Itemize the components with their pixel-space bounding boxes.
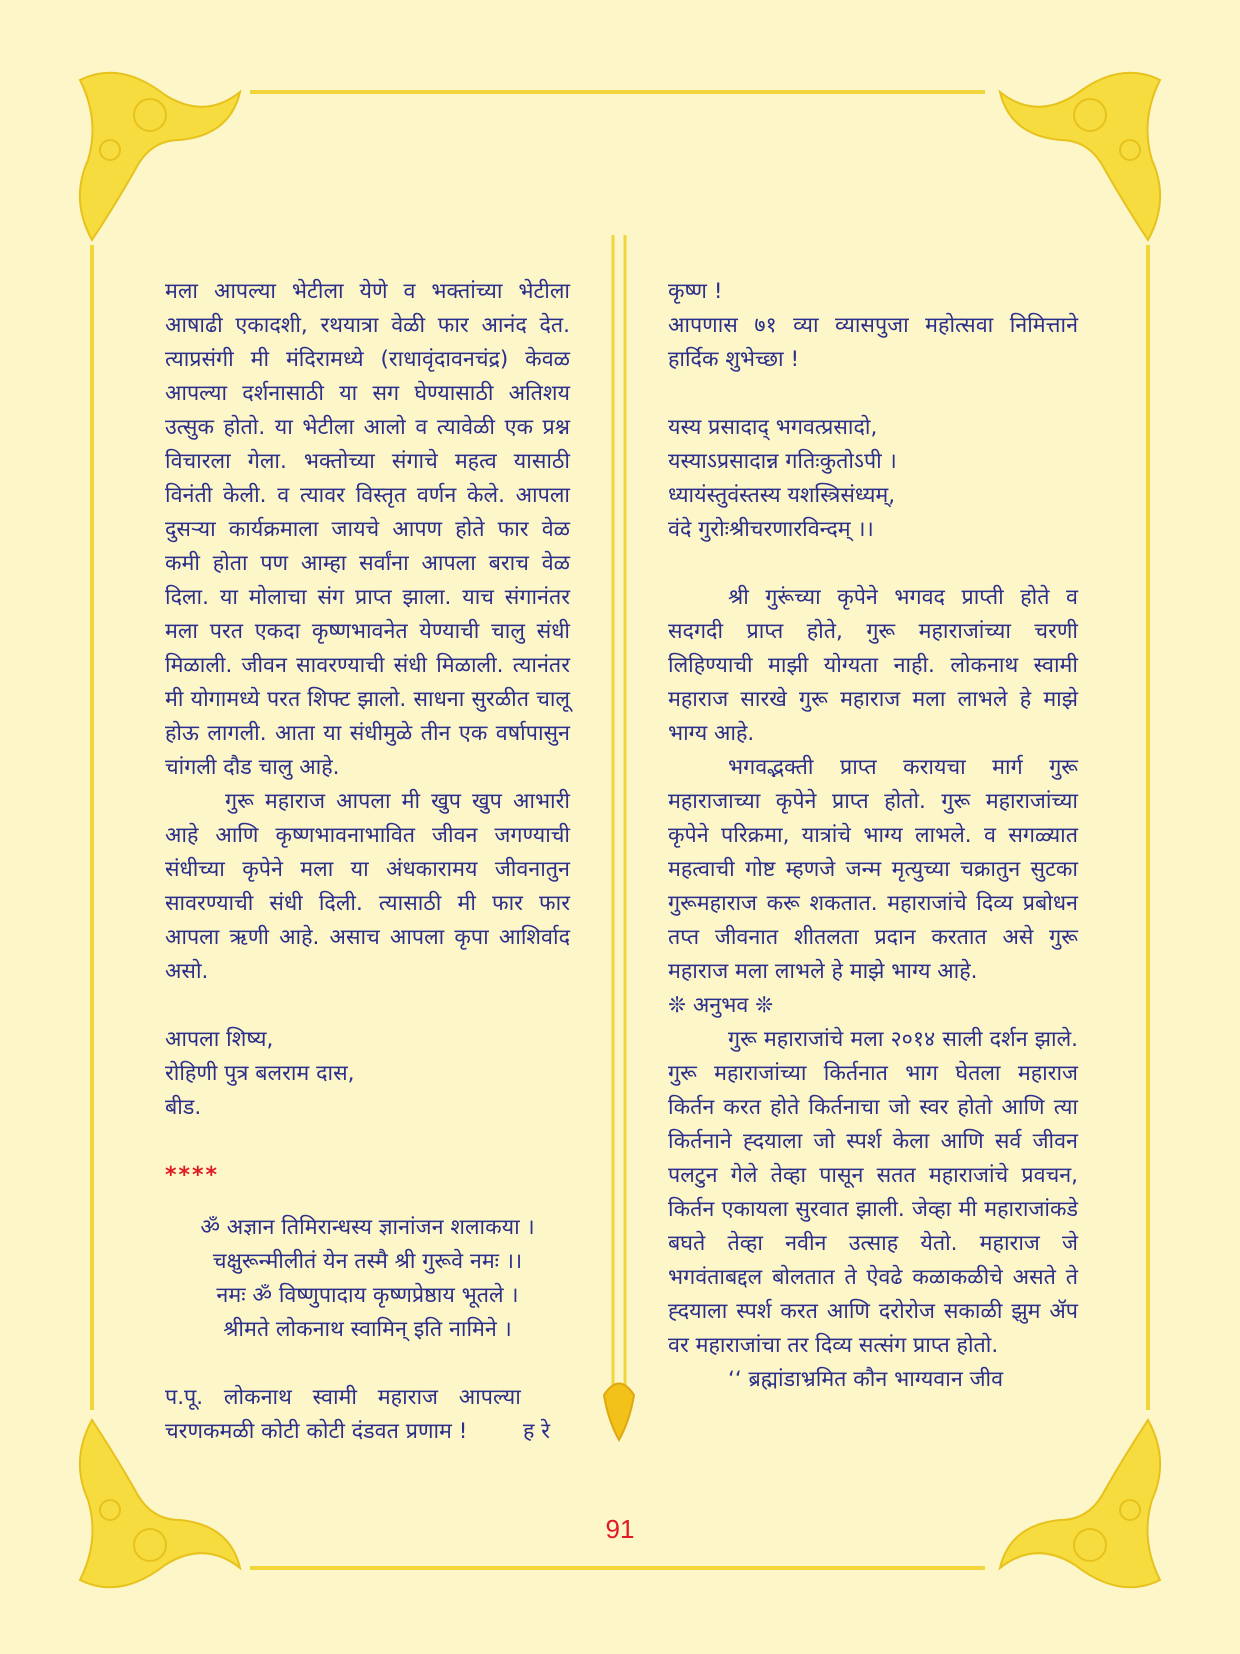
shloka-line-4: श्रीमते लोकनाथ स्वामिन् इति नामिने ।: [223, 1317, 512, 1342]
right-line-1: कृष्ण !: [668, 279, 723, 304]
right-paragraph-1: श्री गुरूंच्या कृपेने भगवद प्राप्ती होते व सदगदी प्राप्त होते, गुरू महाराजांच्या चरणी लिहिण्याची माझी योग्यता नाही. लोकनाथ स्वामी महाराज सारखे गुरू महाराज मला लाभले हे माझे भाग्य आहे.: [668, 585, 1078, 746]
signature-line-1: आपला शिष्य,: [165, 1027, 274, 1052]
right-column: [668, 275, 1078, 1397]
right-paragraph-4: ‘‘ ब्रह्मांडाभ्रमित कौन भाग्यवान जीव: [728, 1367, 1004, 1392]
shloka-line-2: चक्षुरून्मीलीतं येन तस्मै श्री गुरूवे नमः ।।: [212, 1249, 523, 1274]
closing-line-2: [165, 1415, 570, 1449]
shloka-line-3: नमः ॐ विष्णुपादाय कृष्णप्रेष्ठाय भूतले ।: [216, 1283, 519, 1308]
signature-line-3: बीड.: [165, 1095, 202, 1120]
page-number: 91: [605, 1514, 635, 1544]
right-paragraph-2: भगवद्भक्ती प्राप्त करायचा मार्ग गुरू महाराजाच्या कृपेने प्राप्त होतो. गुरू महाराजांच्या कृपेने परिक्रमा, यात्रांचे भाग्य लाभले. व सगळ्यात महत्वाची गोष्ट म्हणजे जन्म मृत्युच्या चक्रातुन सुटका गुरूमहाराज करू शकतात. महाराजांचे दिव्य प्रबोधन तप्त जीवनात शीतलता प्रदान करतात असे गुरू महाराज मला लाभले हे माझे भाग्य आहे.: [668, 755, 1078, 984]
right-paragraph-3: गुरू महाराजांचे मला २०१४ साली दर्शन झाले. गुरू महाराजांच्या किर्तनात भाग घेतला महाराज किर्तन करत होते किर्तनाचा जो स्वर होतो आणि त्या किर्तनाने ह्दयाला जो स्पर्श केला आणि सर्व जीवन पलटुन गेले तेव्हा पासून सतत महाराजांचे प्रवचन, किर्तन एकायला सुरवात झाली. जेव्हा मी महाराजांकडे बघते तेव्हा नवीन उत्साह येतो. महाराज जे भगवंताबद्दल बोलतात ते ऐवढे कळाकळीचे असते ते ह्दयाला स्पर्श करत आणि दरोरोज सकाळी झुम ॲप वर महाराजांचा तर दिव्य सत्संग प्राप्त होतो.: [668, 1027, 1078, 1358]
anubhav-heading: ❊ अनुभव ❊: [668, 993, 774, 1018]
right-line-2: आपणास ७१ व्या व्यासपुजा महोत्सवा निमित्ताने हार्दिक शुभेच्छा !: [668, 313, 1078, 372]
section-separator-stars: ****: [165, 1163, 220, 1188]
verse-line-2: यस्याऽप्रसादान्न गतिःकुतोऽपी ।: [668, 449, 897, 474]
verse-line-3: ध्यायंस्तुवंस्तस्य यशस्त्रिसंध्यम्,: [668, 483, 896, 508]
verse-line-1: यस्य प्रसादाद् भगवत्प्रसादो,: [668, 415, 878, 440]
signature-line-2: रोहिणी पुत्र बलराम दास,: [165, 1061, 355, 1086]
left-paragraph-2: गुरू महाराज आपला मी खुप खुप आभारी आहे आणि कृष्णभावनाभावित जीवन जगण्याची संधीच्या कृपेने मला या अंधकारामय जीवनातुन सावरण्याची संधी दिली. त्यासाठी मी फार फार आपला ऋणी आहे. असाच आपला कृपा आशिर्वाद असो.: [165, 789, 570, 984]
left-paragraph-1: मला आपल्या भेटीला येणे व भक्तांच्या भेटीला आषाढी एकादशी, रथयात्रा वेळी फार आनंद देत. त्याप्रसंगी मी मंदिरामध्ये (राधावृंदावनचंद्र) केवळ आपल्या दर्शनासाठी या सग घेण्यासाठी अतिशय उत्सुक होतो. या भेटीला आलो व त्यावेळी एक प्रश्न विचारला गेला. भक्तोच्या संगाचे महत्व यासाठी विनंती केली. व त्यावर विस्तृत वर्णन केले. आपला दुसऱ्या कार्यक्रमाला जायचे आपण होते फार वेळ कमी होता पण आम्हा सर्वांना आपला बराच वेळ दिला. या मोलाचा संग प्राप्त झाला. याच संगानंतर मला परत एकदा कृष्णभावनेत येण्याची चालु संधी मिळाली. जीवन सावरण्याची संधी मिळाली. त्यानंतर मी योगामध्ये परत शिफ्ट झालो. साधना सुरळीत चालू होऊ लागली. आता या संधीमुळे तीन एक वर्षापासुन चांगली दौड चालु आहे.: [165, 279, 570, 780]
verse-line-4: वंदे गुरोःश्रीचरणारविन्दम् ।।: [668, 517, 874, 542]
shloka-line-1: ॐ अज्ञान तिमिरान्धस्य ज्ञानांजन शलाकया ।: [200, 1215, 535, 1240]
closing-text: चरणकमळी कोटी कोटी दंडवत प्रणाम !: [165, 1419, 468, 1444]
closing-line-1: प.पू. लोकनाथ स्वामी महाराज आपल्या: [165, 1385, 521, 1410]
left-column: [165, 275, 570, 1449]
closing-hare: ह रे: [522, 1419, 550, 1444]
